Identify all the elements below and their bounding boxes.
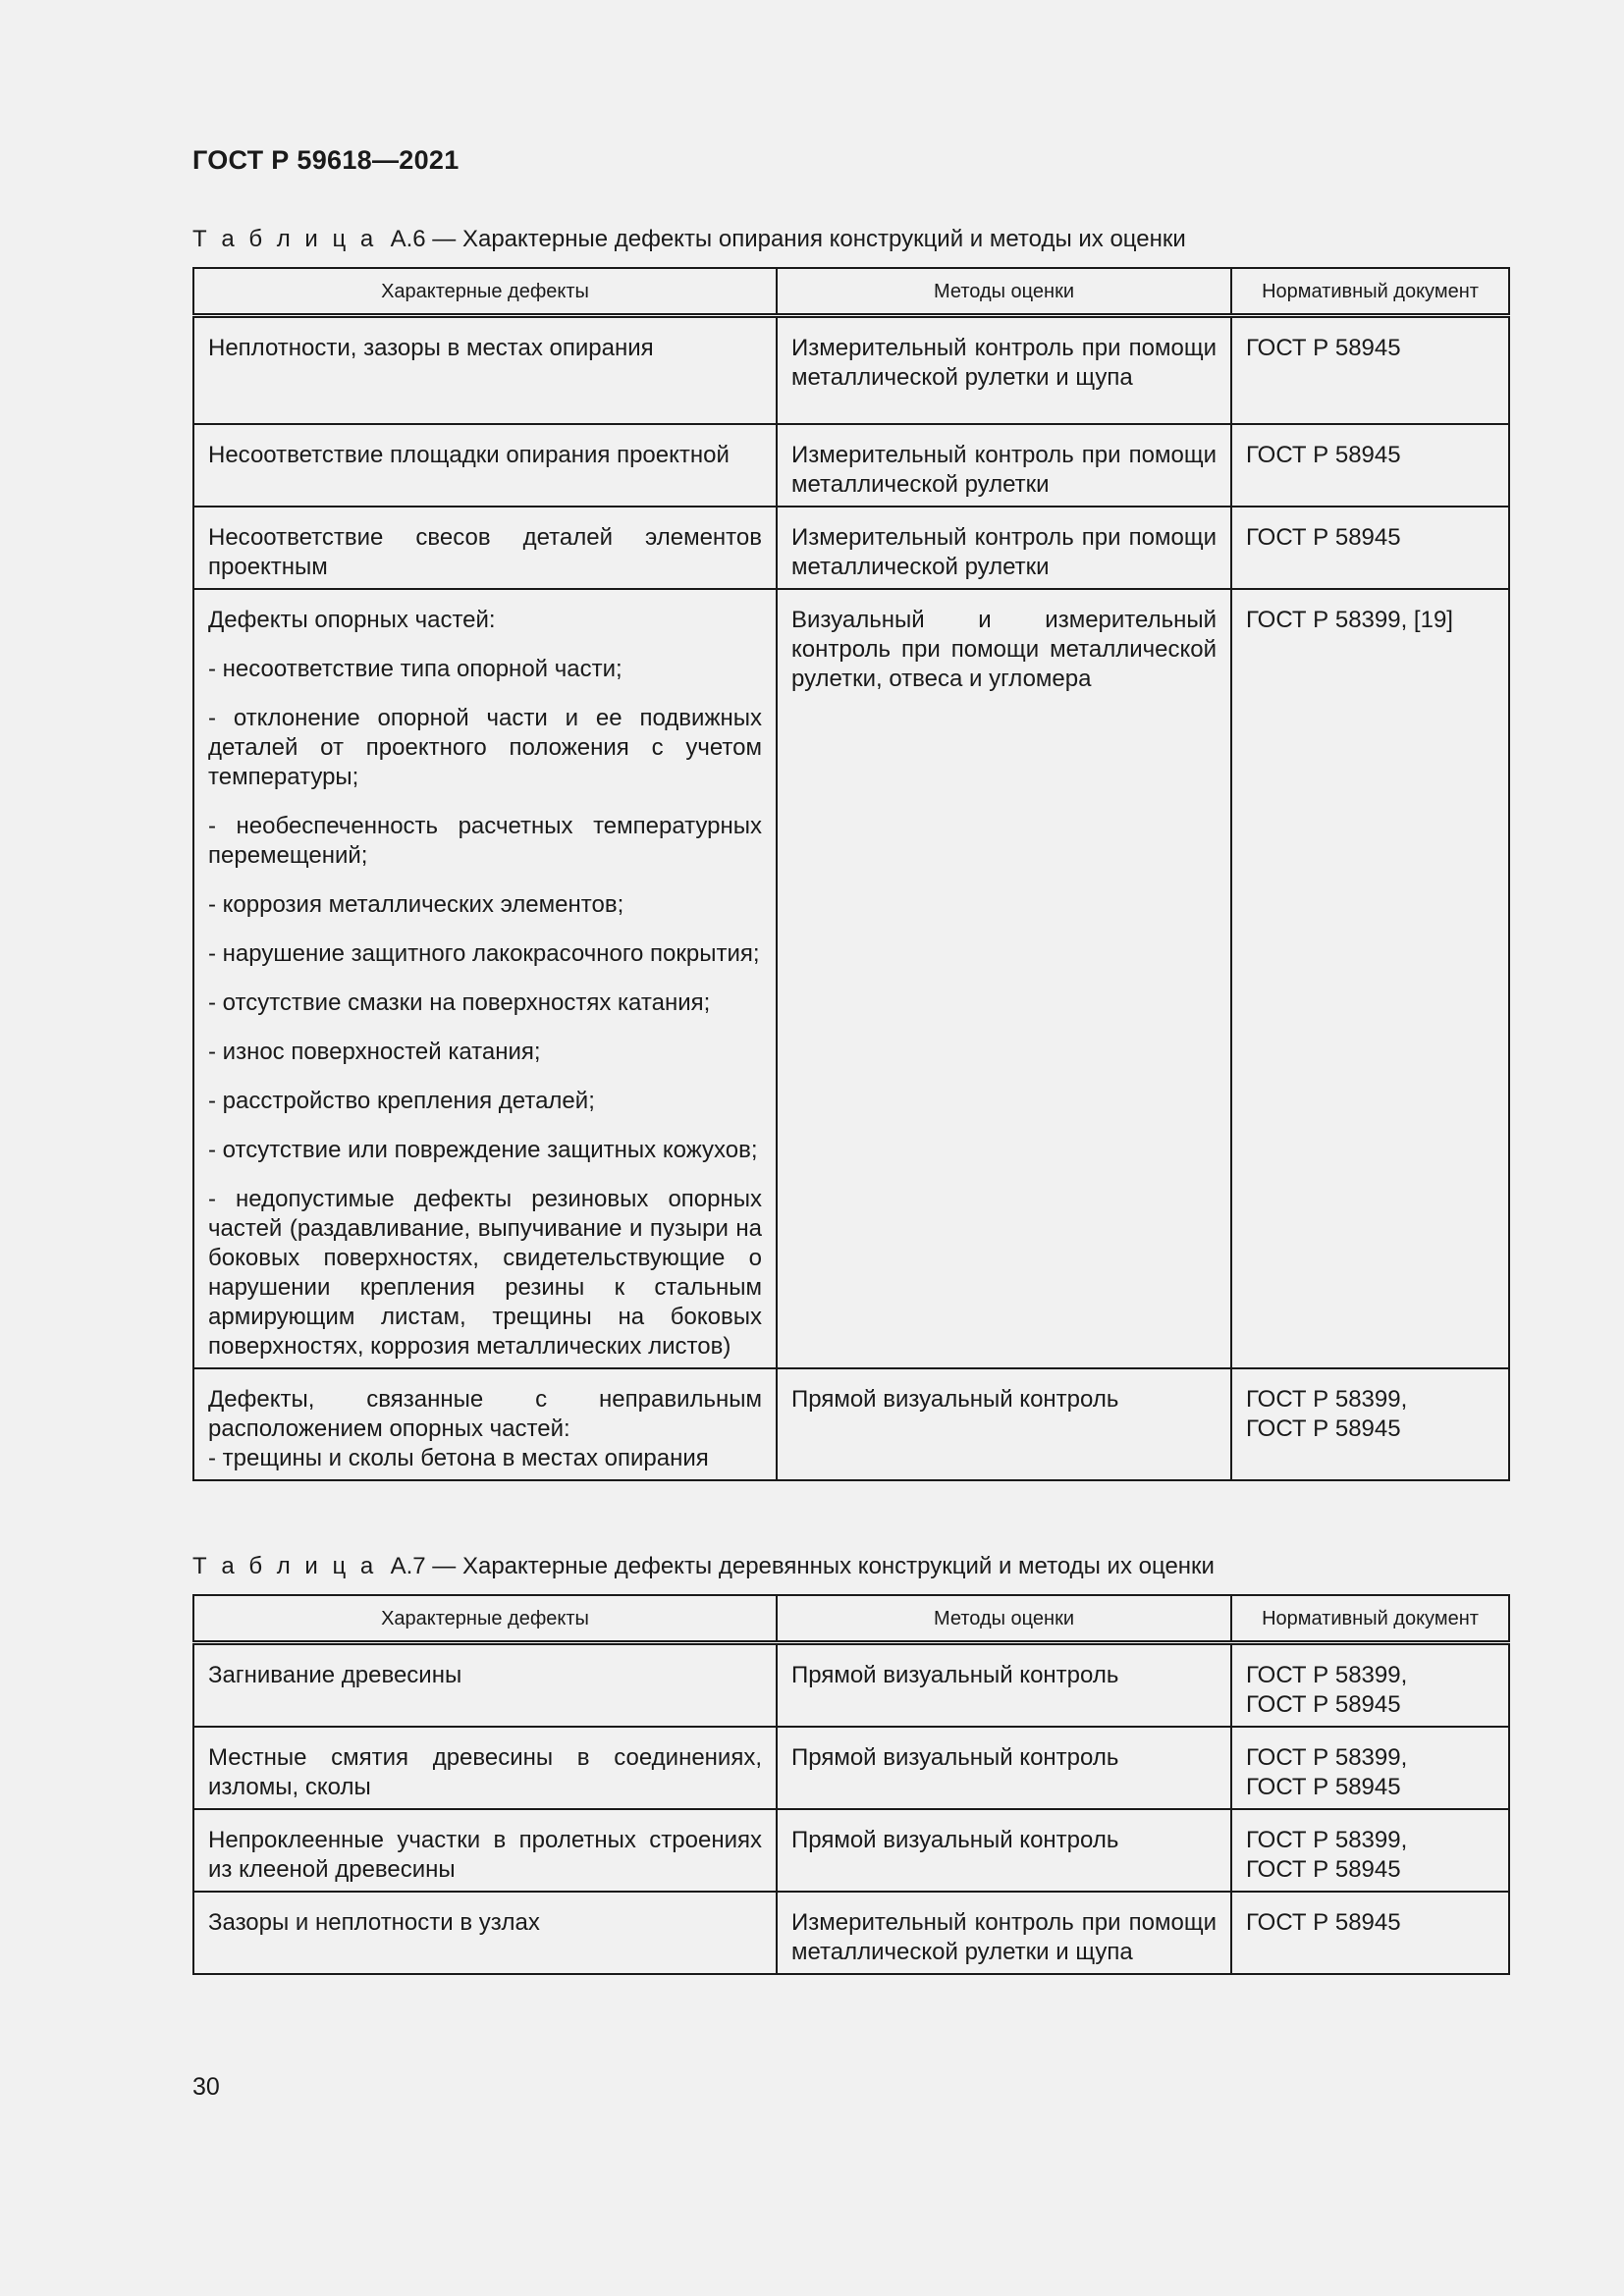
document-ref: ГОСТ Р 58399, bbox=[1246, 1744, 1408, 1771]
document-cell bbox=[1231, 1809, 1509, 1892]
page-number: 30 bbox=[192, 2073, 220, 2101]
table-row bbox=[193, 1809, 1509, 1892]
document-cell bbox=[1231, 1368, 1509, 1480]
defect-group-title: Дефекты опорных частей: bbox=[208, 606, 496, 633]
table-header-row bbox=[193, 268, 1509, 316]
table-a7-caption bbox=[192, 1553, 1215, 1580]
document-ref: ГОСТ Р 58945 bbox=[1246, 1856, 1401, 1883]
table-header-row bbox=[193, 1595, 1509, 1643]
defect-list-item: - расстройство крепления деталей; bbox=[208, 1087, 595, 1114]
table-row bbox=[193, 316, 1509, 424]
table-row bbox=[193, 1643, 1509, 1728]
table-row bbox=[193, 424, 1509, 507]
method-cell: Измерительный контроль при помощи металлической рулетки и щупа bbox=[777, 1892, 1231, 1974]
table-row bbox=[193, 1892, 1509, 1974]
defect-list-item: - износ поверхностей катания; bbox=[208, 1038, 541, 1065]
defect-cell: Загнивание древесины bbox=[193, 1643, 777, 1728]
defect-cell bbox=[193, 589, 777, 1368]
defect-cell: Непроклеенные участки в пролетных строениях из клееной древесины bbox=[193, 1809, 777, 1892]
method-cell: Прямой визуальный контроль bbox=[777, 1643, 1231, 1728]
document-ref: ГОСТ Р 58399, bbox=[1246, 1662, 1408, 1688]
method-cell: Измерительный контроль при помощи металлической рулетки bbox=[777, 507, 1231, 589]
defect-cell: Неплотности, зазоры в местах опирания bbox=[193, 316, 777, 424]
table-a6-caption-prefix: Т а б л и ц а bbox=[192, 226, 378, 252]
defect-list-item: - отсутствие смазки на поверхностях катания; bbox=[208, 988, 711, 1016]
document-cell: ГОСТ Р 58945 bbox=[1231, 507, 1509, 589]
document-cell: ГОСТ Р 58399, [19] bbox=[1231, 589, 1509, 1368]
document-cell bbox=[1231, 1727, 1509, 1809]
method-cell: Измерительный контроль при помощи металлической рулетки bbox=[777, 424, 1231, 507]
document-header: ГОСТ Р 59618—2021 bbox=[192, 145, 460, 175]
table-a6-caption bbox=[192, 226, 1186, 253]
defect-list-item: - недопустимые дефекты резиновых опорных частей (раздавливание, выпучивание и пузыри на боковых поверхностях, свидетельствующие о нарушении крепления резины к стальным армирующим листам, трещины на боковых поверхностях, коррозия металлических листов) bbox=[208, 1185, 762, 1360]
column-header-defects: Характерные дефекты bbox=[193, 268, 777, 316]
defect-cell: Местные смятия древесины в соединениях, изломы, сколы bbox=[193, 1727, 777, 1809]
table-a7-caption-prefix: Т а б л и ц а bbox=[192, 1553, 378, 1579]
document-ref: ГОСТ Р 58399, bbox=[1246, 1385, 1408, 1413]
document-cell: ГОСТ Р 58945 bbox=[1231, 316, 1509, 424]
column-header-defects: Характерные дефекты bbox=[193, 1595, 777, 1643]
document-cell: ГОСТ Р 58945 bbox=[1231, 424, 1509, 507]
defect-list-item: - отсутствие или повреждение защитных кожухов; bbox=[208, 1136, 758, 1163]
document-ref: ГОСТ Р 58945 bbox=[1246, 1691, 1401, 1718]
defect-cell: Несоответствие площадки опирания проектной bbox=[193, 424, 777, 507]
table-a6-caption-text: А.6 — Характерные дефекты опирания конструкций и методы их оценки bbox=[390, 226, 1186, 252]
document-ref: ГОСТ Р 58945 bbox=[1246, 1774, 1401, 1800]
defect-list-item: - необеспеченность расчетных температурных перемещений; bbox=[208, 812, 762, 869]
method-cell: Измерительный контроль при помощи металлической рулетки и щупа bbox=[777, 316, 1231, 424]
table-row bbox=[193, 1727, 1509, 1809]
document-ref: ГОСТ Р 58945 bbox=[1246, 1415, 1401, 1442]
defect-cell bbox=[193, 1368, 777, 1480]
document-ref: ГОСТ Р 58399, bbox=[1246, 1827, 1408, 1853]
document-cell bbox=[1231, 1643, 1509, 1728]
table-row bbox=[193, 1368, 1509, 1480]
table-row bbox=[193, 589, 1509, 1368]
column-header-document: Нормативный документ bbox=[1231, 268, 1509, 316]
defect-text: Дефекты, связанные с неправильным расположением опорных частей: bbox=[208, 1385, 762, 1442]
column-header-methods: Методы оценки bbox=[777, 1595, 1231, 1643]
defect-list-item: - коррозия металлических элементов; bbox=[208, 890, 624, 918]
defect-list-item: - отклонение опорной части и ее подвижных деталей от проектного положения с учетом температуры; bbox=[208, 704, 762, 790]
defect-text-line2: - трещины и сколы бетона в местах опирания bbox=[208, 1444, 709, 1471]
defect-cell: Несоответствие свесов деталей элементов проектным bbox=[193, 507, 777, 589]
method-cell: Прямой визуальный контроль bbox=[777, 1368, 1231, 1480]
method-cell: Прямой визуальный контроль bbox=[777, 1727, 1231, 1809]
document-cell: ГОСТ Р 58945 bbox=[1231, 1892, 1509, 1974]
table-a7 bbox=[192, 1594, 1510, 1975]
table-a6 bbox=[192, 267, 1510, 1481]
defect-list-item: - нарушение защитного лакокрасочного покрытия; bbox=[208, 939, 760, 967]
defect-cell: Зазоры и неплотности в узлах bbox=[193, 1892, 777, 1974]
table-row bbox=[193, 507, 1509, 589]
defect-list-item: - несоответствие типа опорной части; bbox=[208, 655, 623, 682]
table-a7-caption-text: А.7 — Характерные дефекты деревянных конструкций и методы их оценки bbox=[390, 1553, 1215, 1579]
column-header-document: Нормативный документ bbox=[1231, 1595, 1509, 1643]
method-cell: Прямой визуальный контроль bbox=[777, 1809, 1231, 1892]
method-cell: Визуальный и измерительный контроль при помощи металлической рулетки, отвеса и угломера bbox=[777, 589, 1231, 1368]
column-header-methods: Методы оценки bbox=[777, 268, 1231, 316]
